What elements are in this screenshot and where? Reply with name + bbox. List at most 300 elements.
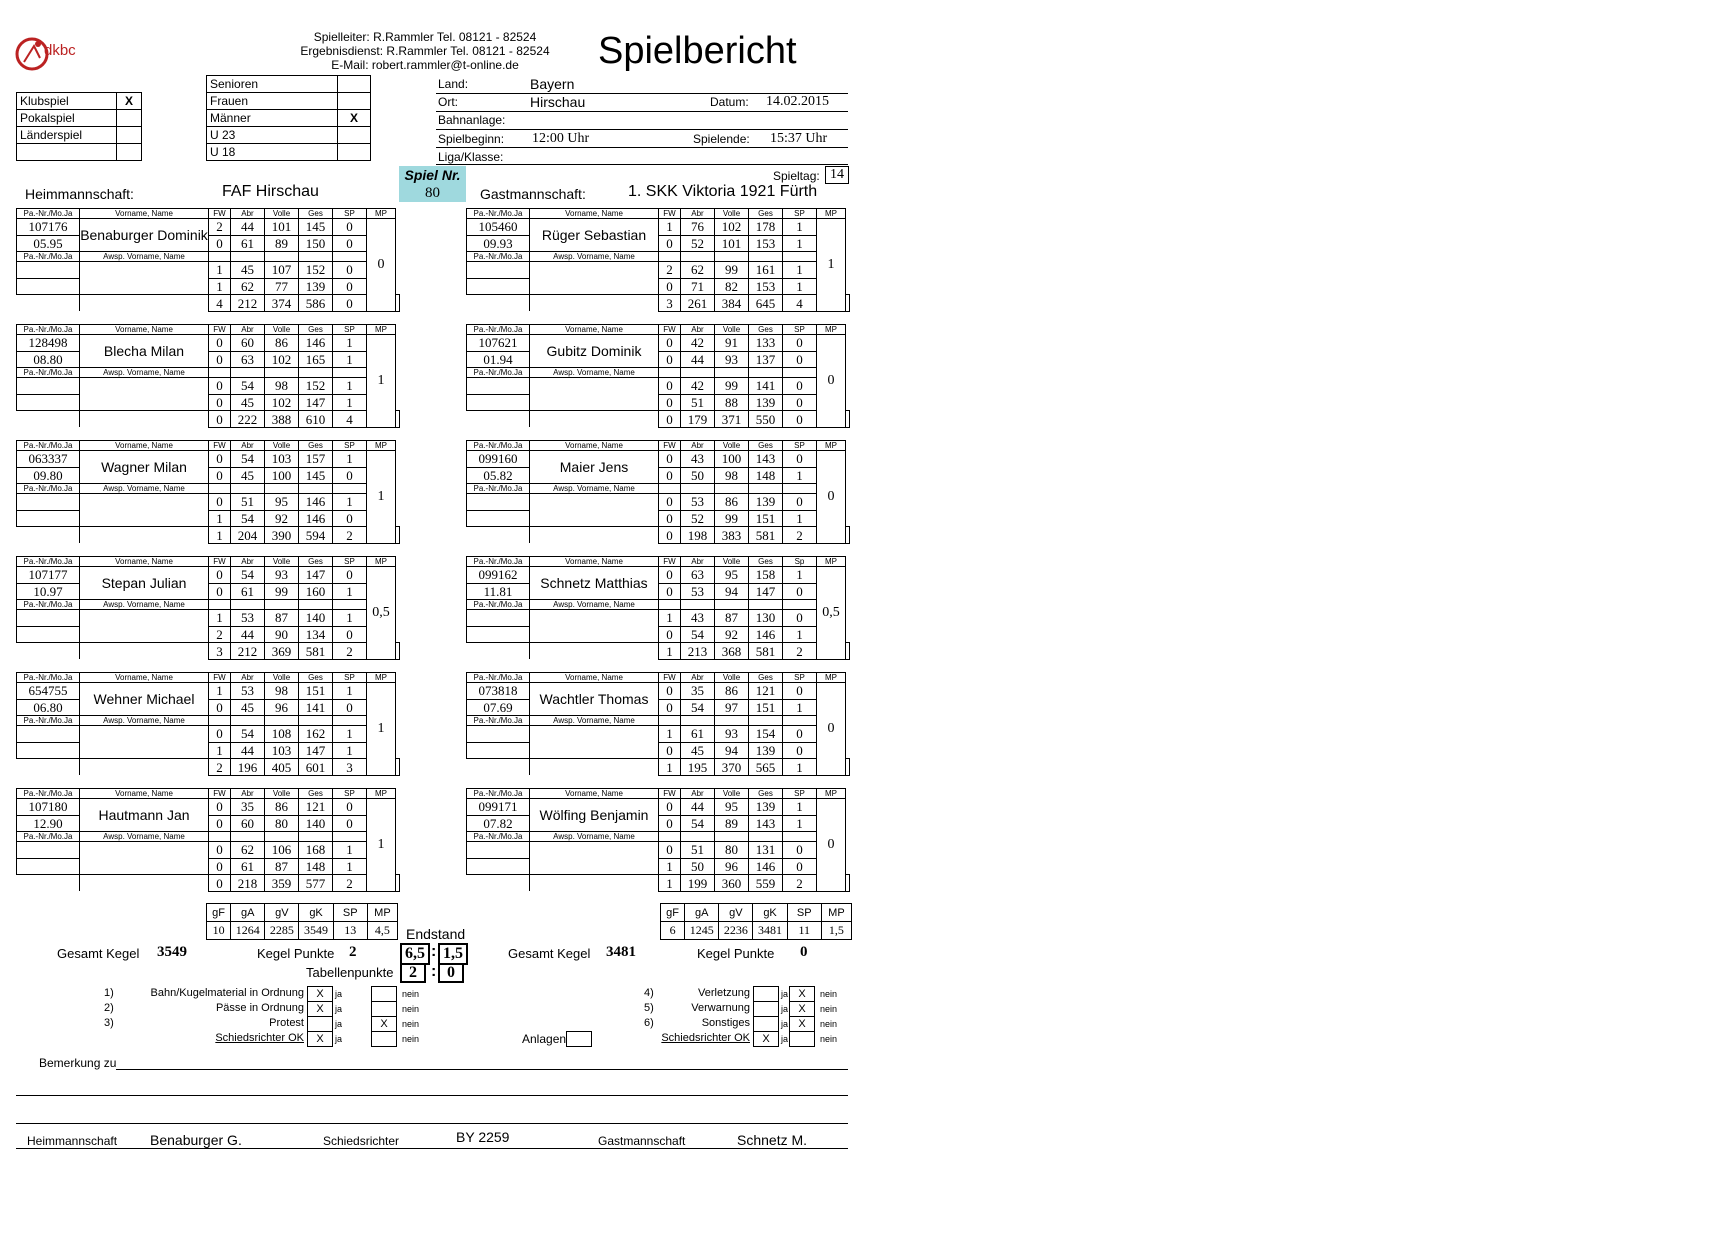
fw-total: 2	[209, 759, 231, 776]
mp-header: MP	[367, 441, 396, 451]
footer-schied-label: Schiedsrichter	[323, 1134, 400, 1148]
nein-box[interactable]	[371, 1001, 397, 1017]
fw-cell: 0	[209, 567, 231, 584]
fw-header: FW	[209, 325, 231, 335]
volle-total: 368	[715, 643, 749, 660]
ja-box[interactable]	[753, 986, 779, 1002]
volle-cell: 102	[265, 351, 299, 368]
player-number: 107177	[17, 567, 80, 584]
player-name: Stepan Julian	[80, 567, 209, 600]
player-date: 12.90	[17, 815, 80, 832]
fw-cell: 2	[209, 626, 231, 643]
name-header: Vorname, Name	[80, 209, 209, 219]
page-title: Spielbericht	[598, 30, 797, 72]
volle-total: 360	[715, 875, 749, 892]
sp-cell: 0	[783, 842, 817, 859]
pa-header: Pa.-Nr./Mo.Ja	[467, 441, 530, 451]
sp-total: 2	[783, 527, 817, 544]
volle-cell: 86	[265, 335, 299, 352]
volle-total: 390	[265, 527, 299, 544]
pa-header: Pa.-Nr./Mo.Ja	[17, 789, 80, 799]
sp-total: 0	[783, 411, 817, 428]
fw-total: 0	[659, 411, 681, 428]
ges-cell: 130	[749, 610, 783, 627]
fw-cell: 1	[209, 262, 231, 279]
abr-cell: 45	[681, 742, 715, 759]
footer-gast-label: Gastmannschaft	[598, 1134, 686, 1148]
fw-total: 0	[659, 527, 681, 544]
name-header: Vorname, Name	[80, 673, 209, 683]
ges-header: Ges	[749, 441, 783, 451]
abr-cell: 35	[681, 683, 715, 700]
home-totals	[206, 903, 398, 940]
player-number: 099171	[467, 799, 530, 816]
awsp-header: Awsp. Vorname, Name	[80, 832, 209, 842]
fw-cell: 1	[209, 610, 231, 627]
klasse-check[interactable]	[338, 127, 371, 144]
ja-box[interactable]: X	[307, 1031, 333, 1047]
sp-header: SP	[333, 441, 367, 451]
ges-cell: 143	[749, 451, 783, 468]
ges-header: Ges	[299, 209, 333, 219]
player-date: 09.80	[17, 467, 80, 484]
volle-header: Volle	[265, 441, 299, 451]
klasse-label: U 18	[207, 144, 338, 161]
pa-header: Pa.-Nr./Mo.Ja	[467, 209, 530, 219]
gk-header: gK	[753, 904, 787, 922]
mp-cell: 0	[367, 219, 396, 312]
fw-cell: 1	[209, 742, 231, 759]
sp-cell: 1	[333, 351, 367, 368]
sub-date	[467, 510, 530, 527]
volle-total: 374	[265, 295, 299, 312]
nein-box[interactable]: X	[789, 1016, 815, 1032]
sp-cell: 0	[333, 699, 367, 716]
ges-cell: 145	[299, 219, 333, 236]
gv-header: gV	[719, 904, 753, 922]
mp-header: MP	[817, 325, 846, 335]
sp-header: SP	[783, 441, 817, 451]
spieltyp-check[interactable]	[117, 110, 142, 127]
nein-box[interactable]	[371, 1031, 397, 1047]
awsp-header: Awsp. Vorname, Name	[80, 252, 209, 262]
sp-cell: 1	[783, 510, 817, 527]
sub-name	[530, 494, 659, 527]
ges-cell: 121	[299, 799, 333, 816]
abr-cell: 54	[231, 451, 265, 468]
nein-label: nein	[402, 1034, 420, 1044]
gf-header: gF	[661, 904, 685, 922]
abr-cell: 45	[231, 467, 265, 484]
abr-cell: 45	[231, 394, 265, 411]
check-label: Schiedsrichter OK	[661, 1032, 750, 1044]
sp-cell: 0	[783, 583, 817, 600]
sp-header: SP	[333, 673, 367, 683]
score-home: 6,5	[400, 943, 430, 965]
ges-cell: 153	[749, 235, 783, 252]
abr-cell: 54	[231, 567, 265, 584]
ges-header: Ges	[749, 673, 783, 683]
player-number: 107176	[17, 219, 80, 236]
sub-number	[467, 610, 530, 627]
abr-cell: 54	[681, 626, 715, 643]
abr-cell: 53	[231, 683, 265, 700]
player-number: 128498	[17, 335, 80, 352]
mp-header: MP	[817, 441, 846, 451]
ja-box[interactable]: X	[307, 986, 333, 1002]
fw-cell: 0	[209, 378, 231, 395]
ges-cell: 146	[299, 494, 333, 511]
gk-header: gK	[299, 904, 333, 922]
sub-number	[17, 726, 80, 743]
home-kegel-punkte: 2	[349, 944, 357, 960]
ja-box[interactable]: X	[307, 1001, 333, 1017]
volle-cell: 94	[715, 742, 749, 759]
pa-header: Pa.-Nr./Mo.Ja	[17, 325, 80, 335]
abr-cell: 53	[681, 494, 715, 511]
fw-cell: 0	[209, 799, 231, 816]
ja-label: ja	[781, 1019, 789, 1029]
volle-cell: 102	[265, 394, 299, 411]
ges-cell: 151	[749, 699, 783, 716]
ges-cell: 165	[299, 351, 333, 368]
player-number: 073818	[467, 683, 530, 700]
fw-cell: 0	[659, 567, 681, 584]
sp-cell: 1	[783, 262, 817, 279]
sp-cell: 0	[333, 262, 367, 279]
mp-cell: 0	[817, 451, 846, 544]
sp-cell: 1	[783, 626, 817, 643]
volle-cell: 87	[265, 610, 299, 627]
fw-cell: 2	[659, 262, 681, 279]
ges-cell: 147	[299, 742, 333, 759]
ges-cell: 141	[299, 699, 333, 716]
nein-label: nein	[402, 989, 420, 999]
player-date: 07.69	[467, 699, 530, 716]
volle-cell: 94	[715, 583, 749, 600]
player-number: 099160	[467, 451, 530, 468]
abr-total: 179	[681, 411, 715, 428]
volle-cell: 108	[265, 726, 299, 743]
ges-total: 594	[299, 527, 333, 544]
nein-box[interactable]	[371, 986, 397, 1002]
awsp-header: Awsp. Vorname, Name	[530, 368, 659, 378]
fw-cell: 0	[209, 351, 231, 368]
fw-total: 0	[209, 411, 231, 428]
sub-name	[80, 378, 209, 411]
abr-cell: 42	[681, 378, 715, 395]
ges-cell: 141	[749, 378, 783, 395]
volle-cell: 88	[715, 394, 749, 411]
volle-cell: 102	[715, 219, 749, 236]
ges-cell: 161	[749, 262, 783, 279]
heim-team: FAF Hirschau	[222, 183, 319, 200]
ges-cell: 139	[749, 494, 783, 511]
ges-total: 586	[299, 295, 333, 312]
player-number: 099162	[467, 567, 530, 584]
sp-cell: 0	[333, 626, 367, 643]
abr-cell: 61	[231, 583, 265, 600]
abr-cell: 52	[681, 510, 715, 527]
volle-total: 371	[715, 411, 749, 428]
ges-cell: 178	[749, 219, 783, 236]
name-header: Vorname, Name	[530, 557, 659, 567]
pa-header: Pa.-Nr./Mo.Ja	[467, 368, 530, 378]
fw-cell: 0	[209, 583, 231, 600]
volle-cell: 80	[715, 842, 749, 859]
abr-total: 195	[681, 759, 715, 776]
player-name: Blecha Milan	[80, 335, 209, 368]
awsp-header: Awsp. Vorname, Name	[530, 484, 659, 494]
player-number: 654755	[17, 683, 80, 700]
ges-cell: 139	[749, 742, 783, 759]
tab-colon: :	[431, 963, 437, 980]
nein-box[interactable]	[789, 1031, 815, 1047]
contact-block	[280, 30, 570, 72]
fw-header: FW	[209, 209, 231, 219]
sub-date	[17, 394, 80, 411]
fw-cell: 1	[659, 858, 681, 875]
sp-cell: 0	[783, 858, 817, 875]
guest-player-block	[466, 556, 850, 660]
spieltyp-label: Länderspiel	[17, 127, 117, 144]
fw-cell: 0	[209, 235, 231, 252]
fw-cell: 1	[659, 219, 681, 236]
sub-name	[530, 262, 659, 295]
logo-text: dkbc	[44, 42, 76, 59]
sp-header: SP	[783, 325, 817, 335]
volle-cell: 98	[265, 378, 299, 395]
sp-cell: 0	[333, 467, 367, 484]
mp-header: MP	[367, 325, 396, 335]
ergebnisdienst-text: Ergebnisdienst: R.Rammler Tel. 08121 - 82524	[300, 44, 550, 58]
pa-header: Pa.-Nr./Mo.Ja	[17, 832, 80, 842]
fw-cell: 0	[209, 394, 231, 411]
nein-box[interactable]: X	[789, 1001, 815, 1017]
ja-box[interactable]	[753, 1016, 779, 1032]
fw-cell: 0	[209, 815, 231, 832]
volle-header: Volle	[265, 789, 299, 799]
check-label: Sonstiges	[701, 1017, 750, 1029]
sub-number	[467, 378, 530, 395]
awsp-header: Awsp. Vorname, Name	[530, 716, 659, 726]
fw-header: FW	[659, 325, 681, 335]
abr-cell: 35	[231, 799, 265, 816]
tab-home: 2	[400, 963, 426, 983]
fw-cell: 0	[209, 451, 231, 468]
sp-header: SP	[333, 789, 367, 799]
abr-cell: 62	[231, 278, 265, 295]
sp-total: 0	[333, 295, 367, 312]
fw-total: 1	[209, 527, 231, 544]
player-date: 06.80	[17, 699, 80, 716]
fw-cell: 0	[209, 842, 231, 859]
ges-header: Ges	[749, 789, 783, 799]
fw-header: FW	[209, 557, 231, 567]
abr-header: Abr	[681, 673, 715, 683]
abr-cell: 44	[231, 626, 265, 643]
volle-header: Volle	[715, 209, 749, 219]
ja-label: ja	[335, 1034, 343, 1044]
ges-cell: 140	[299, 815, 333, 832]
guest-player-block	[466, 672, 850, 776]
fw-header: FW	[659, 441, 681, 451]
ges-cell: 148	[299, 858, 333, 875]
ges-total: 577	[299, 875, 333, 892]
sp-cell: 0	[783, 335, 817, 352]
klasse-label: Senioren	[207, 76, 338, 93]
ja-label: ja	[781, 1004, 789, 1014]
abr-cell: 71	[681, 278, 715, 295]
fw-cell: 0	[659, 842, 681, 859]
fw-header: FW	[659, 673, 681, 683]
sp-total: 4	[783, 295, 817, 312]
email-text: E-Mail: robert.rammler@t-online.de	[331, 58, 519, 72]
abr-cell: 53	[681, 583, 715, 600]
fw-header: FW	[209, 789, 231, 799]
sp-cell: 1	[333, 858, 367, 875]
nein-label: nein	[820, 1019, 838, 1029]
sub-name	[530, 378, 659, 411]
pa-header: Pa.-Nr./Mo.Ja	[467, 325, 530, 335]
volle-cell: 77	[265, 278, 299, 295]
ges-total: 601	[299, 759, 333, 776]
ges-header: Ges	[299, 557, 333, 567]
ja-box[interactable]	[753, 1001, 779, 1017]
check-number: 1)	[104, 987, 114, 999]
liga-label: Liga/Klasse:	[438, 150, 504, 164]
klasse-check[interactable]	[338, 93, 371, 110]
volle-cell: 92	[265, 510, 299, 527]
sp-header: Sp	[783, 557, 817, 567]
nein-label: nein	[820, 1034, 838, 1044]
mp-cell: 0	[817, 799, 846, 892]
spieltyp-check[interactable]	[117, 127, 142, 144]
volle-cell: 91	[715, 335, 749, 352]
volle-cell: 90	[265, 626, 299, 643]
ges-cell: 139	[749, 799, 783, 816]
abr-total: 199	[681, 875, 715, 892]
player-date: 05.95	[17, 235, 80, 252]
ja-box[interactable]	[307, 1016, 333, 1032]
ga-value: 1264	[231, 922, 265, 940]
mp-value: 1,5	[821, 922, 851, 940]
mp-cell: 1	[367, 451, 396, 544]
mp-cell: 1	[367, 335, 396, 428]
ges-cell: 154	[749, 726, 783, 743]
sp-header: SP	[333, 209, 367, 219]
volle-cell: 100	[265, 467, 299, 484]
ja-label: ja	[781, 1034, 789, 1044]
klasse-check[interactable]	[338, 144, 371, 161]
sub-number	[467, 494, 530, 511]
check-label: Verletzung	[698, 987, 750, 999]
volle-cell: 82	[715, 278, 749, 295]
home-player-block	[16, 672, 400, 776]
gv-value: 2285	[265, 922, 299, 940]
awsp-header: Awsp. Vorname, Name	[530, 600, 659, 610]
fw-cell: 0	[659, 278, 681, 295]
nein-label: nein	[820, 1004, 838, 1014]
fw-header: FW	[659, 789, 681, 799]
abr-cell: 61	[231, 235, 265, 252]
guest-player-block	[466, 208, 850, 312]
fw-cell: 0	[209, 726, 231, 743]
kegel-punkte-label: Kegel Punkte	[257, 946, 335, 961]
abr-cell: 53	[231, 610, 265, 627]
sp-header: SP	[787, 904, 821, 922]
abr-cell: 44	[681, 799, 715, 816]
player-number: 107180	[17, 799, 80, 816]
abr-cell: 45	[231, 262, 265, 279]
klasse-check[interactable]	[338, 76, 371, 93]
fw-cell: 0	[659, 235, 681, 252]
nein-box[interactable]: X	[371, 1016, 397, 1032]
volle-header: Volle	[265, 673, 299, 683]
volle-cell: 93	[715, 726, 749, 743]
sub-number	[17, 610, 80, 627]
volle-cell: 99	[715, 378, 749, 395]
pa-header: Pa.-Nr./Mo.Ja	[17, 716, 80, 726]
bahnanlage-label: Bahnanlage:	[438, 113, 506, 127]
ges-total: 581	[749, 643, 783, 660]
volle-total: 383	[715, 527, 749, 544]
nein-label: nein	[402, 1019, 420, 1029]
ges-cell: 134	[299, 626, 333, 643]
abr-cell: 51	[681, 842, 715, 859]
anlagen-box[interactable]	[566, 1031, 592, 1047]
sp-cell: 0	[783, 494, 817, 511]
sub-date	[17, 626, 80, 643]
spieltyp-check[interactable]: X	[117, 93, 142, 110]
volle-header: Volle	[715, 557, 749, 567]
sub-number	[467, 842, 530, 859]
gesamt-kegel-label: Gesamt Kegel	[508, 946, 591, 961]
spielnr-value: 80	[425, 185, 440, 201]
sp-cell: 1	[333, 583, 367, 600]
mp-cell: 0,5	[817, 567, 846, 660]
ges-header: Ges	[299, 441, 333, 451]
name-header: Vorname, Name	[80, 789, 209, 799]
sub-name	[80, 726, 209, 759]
ges-cell: 121	[749, 683, 783, 700]
pa-header: Pa.-Nr./Mo.Ja	[17, 441, 80, 451]
ges-cell: 146	[299, 510, 333, 527]
fw-cell: 1	[209, 510, 231, 527]
volle-cell: 98	[715, 467, 749, 484]
name-header: Vorname, Name	[80, 557, 209, 567]
pa-header: Pa.-Nr./Mo.Ja	[17, 484, 80, 494]
player-name: Schnetz Matthias	[530, 567, 659, 600]
nein-box[interactable]: X	[789, 986, 815, 1002]
ja-box[interactable]: X	[753, 1031, 779, 1047]
sp-cell: 0	[783, 394, 817, 411]
spieltag-value: 14	[825, 166, 849, 184]
volle-cell: 100	[715, 451, 749, 468]
ort-value: Hirschau	[530, 94, 586, 110]
ges-cell: 133	[749, 335, 783, 352]
abr-cell: 50	[681, 467, 715, 484]
klasse-check[interactable]: X	[338, 110, 371, 127]
score-colon: :	[431, 943, 437, 960]
volle-total: 359	[265, 875, 299, 892]
volle-cell: 80	[265, 815, 299, 832]
player-number: 107621	[467, 335, 530, 352]
guest-player-block	[466, 788, 850, 892]
fw-header: FW	[209, 441, 231, 451]
abr-total: 204	[231, 527, 265, 544]
ges-cell: 152	[299, 262, 333, 279]
